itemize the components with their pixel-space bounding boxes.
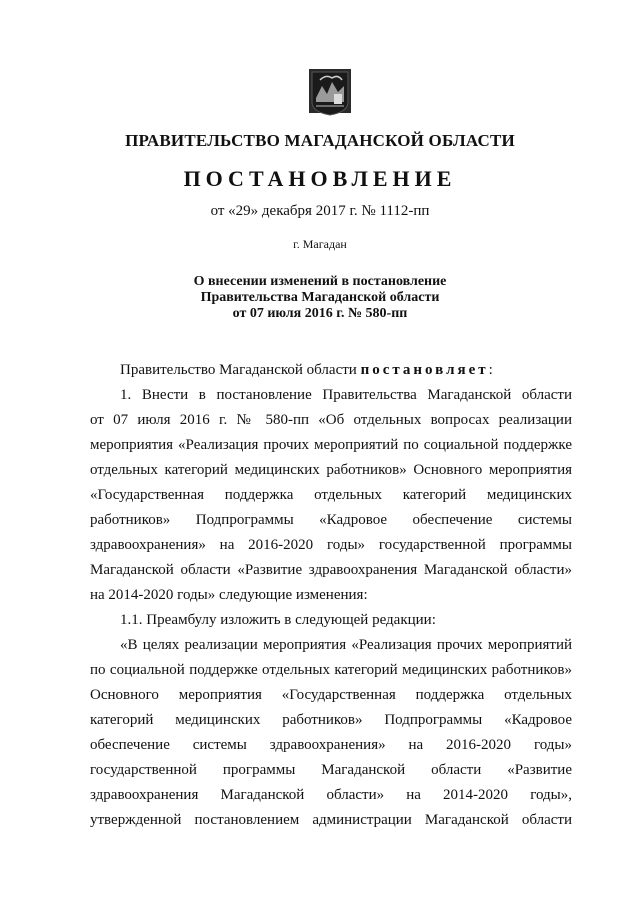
item-1-1-paragraph: 1.1. Преамбулу изложить в следующей редакции: xyxy=(120,612,436,628)
paragraph-line: Магаданской области «Развитие здравоохранения Магаданской области» xyxy=(90,562,572,578)
paragraph-line: обеспечение системы здравоохранения» на 2016-2020 годы» xyxy=(90,737,572,753)
paragraph-line: здравоохранения Магаданской области» на 2014-2020 годы», xyxy=(90,787,572,803)
paragraph-line: по социальной поддержке отдельных категорий медицинских работников» xyxy=(90,662,572,678)
paragraph-line: отдельных категорий медицинских работников» Основного мероприятия xyxy=(90,462,572,478)
subject-line: от 07 июля 2016 г. № 580-пп xyxy=(232,306,408,321)
document-place: г. Магадан xyxy=(293,237,347,251)
paragraph-line: от 07 июля 2016 г. № 580-пп «Об отдельных вопросах реализации xyxy=(90,412,572,428)
intro-keyword: постановляет xyxy=(360,362,489,378)
paragraph-line: 1. Внести в постановление Правительства Магаданской области xyxy=(120,387,572,403)
subject-line: Правительства Магаданской области xyxy=(200,290,440,305)
government-title: ПРАВИТЕЛЬСТВО МАГАДАНСКОЙ ОБЛАСТИ xyxy=(125,131,515,150)
paragraph-line: «Государственная поддержка отдельных категорий медицинских xyxy=(90,487,572,503)
paragraph-line: государственной программы Магаданской области «Развитие xyxy=(90,762,572,778)
subject-line: О внесении изменений в постановление xyxy=(193,274,447,289)
item-1-paragraph xyxy=(90,383,572,608)
paragraph-line: здравоохранения» на 2016-2020 годы» государственной программы xyxy=(90,537,572,553)
coat-of-arms-icon xyxy=(308,68,352,116)
intro-suffix: : xyxy=(488,362,493,378)
paragraph-line: «В целях реализации мероприятия «Реализация прочих мероприятий xyxy=(120,637,572,653)
paragraph-line: Основного мероприятия «Государственная поддержка отдельных xyxy=(90,687,572,703)
intro-text: Правительство Магаданской области xyxy=(120,362,357,378)
paragraph-line: работников» Подпрограммы «Кадровое обеспечение системы xyxy=(90,512,572,528)
paragraph-line: категорий медицинских работников» Подпрограммы «Кадровое xyxy=(90,712,572,728)
paragraph-line: на 2014-2020 годы» следующие изменения: xyxy=(90,587,368,603)
document-type-title: ПОСТАНОВЛЕНИЕ xyxy=(183,166,457,191)
intro-paragraph xyxy=(90,358,572,383)
paragraph-line: утвержденной постановлением администрации Магаданской области xyxy=(90,812,572,828)
document-subject xyxy=(0,274,640,322)
document-date-number: от «29» декабря 2017 г. № 1112-пп xyxy=(210,203,430,219)
paragraph-line: мероприятия «Реализация прочих мероприятий по социальной поддержке xyxy=(90,437,572,453)
document-body xyxy=(90,358,572,833)
quote-paragraph xyxy=(90,633,572,833)
